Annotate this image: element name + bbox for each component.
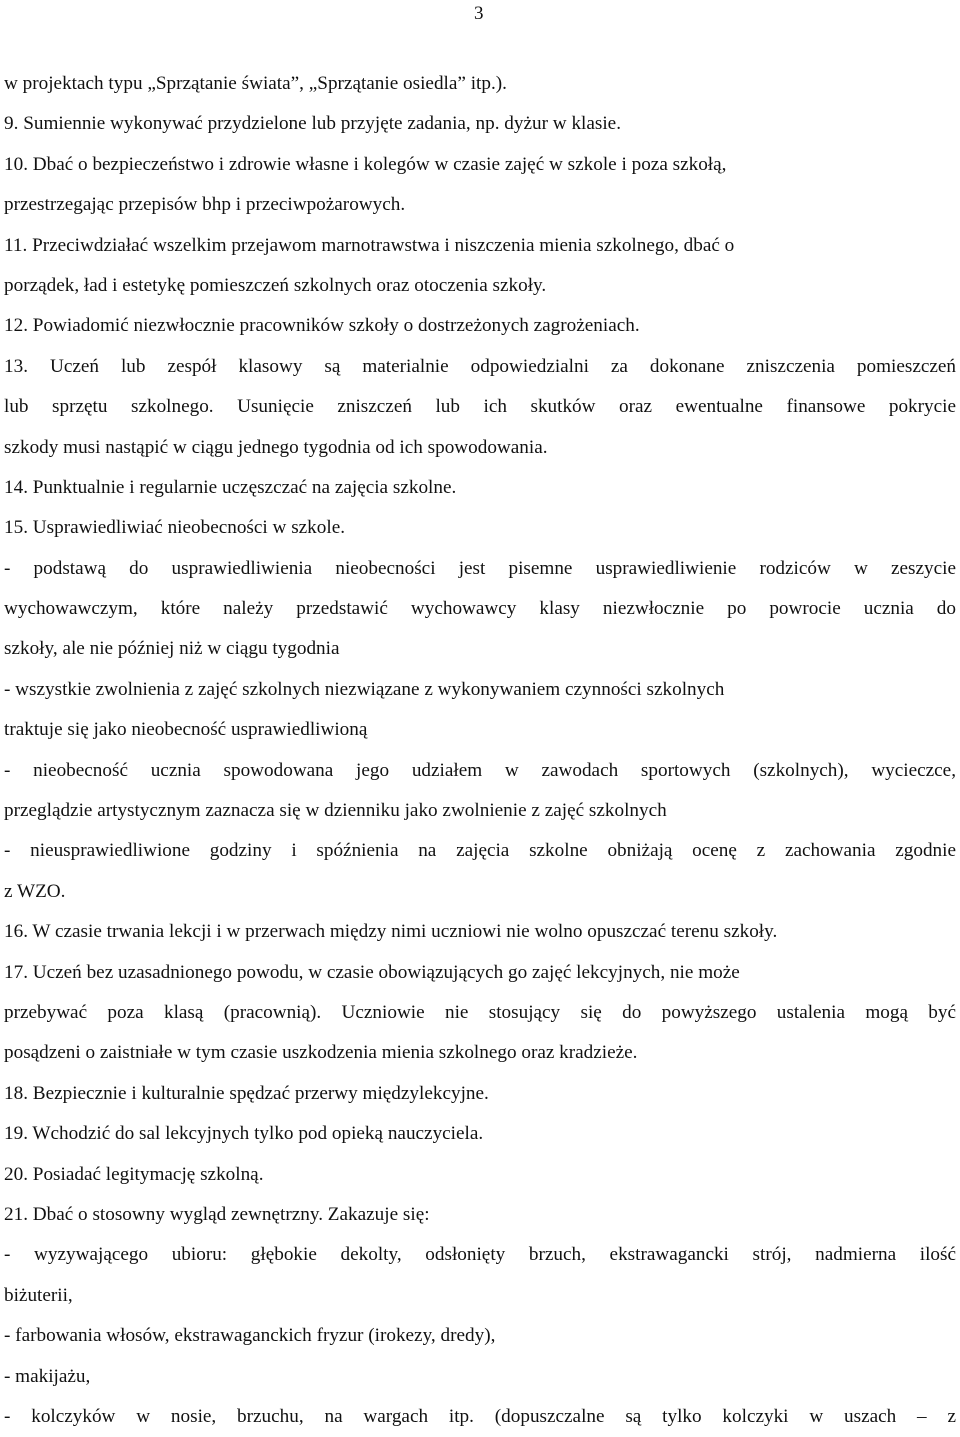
text-line: traktuje się jako nieobecność usprawiedliwioną (4, 719, 368, 741)
text-line: z WZO. (4, 880, 66, 902)
text-line: 12. Powiadomić niezwłocznie pracowników szkoły o dostrzeżonych zagrożeniach. (4, 315, 640, 337)
text-line: - kolczyków w nosie, brzuchu, na wargach itp. (dopuszczalne są tylko kolczyki w uszach – z (4, 1405, 956, 1427)
text-line: 21. Dbać o stosowny wygląd zewnętrzny. Zakazuje się: (4, 1203, 430, 1225)
text-line: wychowawczym, które należy przedstawić wychowawcy klasy niezwłocznie po powrocie ucznia do (4, 598, 956, 620)
text-line: przebywać poza klasą (pracownią). Uczniowie nie stosujący się do powyższego ustalenia mogą być (4, 1001, 956, 1023)
text-line: 10. Dbać o bezpieczeństwo i zdrowie własne i kolegów w czasie zajęć w szkole i poza szkołą, (4, 153, 727, 175)
text-line: 17. Uczeń bez uzasadnionego powodu, w czasie obowiązujących go zajęć lekcyjnych, nie może (4, 961, 740, 983)
text-line: posądzeni o zaistniałe w tym czasie uszkodzenia mienia szkolnego oraz kradzieże. (4, 1042, 638, 1064)
text-line: - nieusprawiedliwione godziny i spóźnienia na zajęcia szkolne obniżają ocenę z zachowania zgodnie (4, 840, 956, 862)
text-line: - wszystkie zwolnienia z zajęć szkolnych niezwiązane z wykonywaniem czynności szkolnych (4, 678, 725, 700)
text-line: 15. Usprawiedliwiać nieobecności w szkole. (4, 517, 346, 539)
text-line: 19. Wchodzić do sal lekcyjnych tylko pod opieką nauczyciela. (4, 1123, 484, 1145)
text-line: - podstawą do usprawiedliwienia nieobecności jest pisemne usprawiedliwienie rodziców w zeszycie (4, 557, 956, 579)
page-number: 3 (474, 3, 484, 24)
document-body (4, 64, 956, 1437)
text-line: 14. Punktualnie i regularnie uczęszczać na zajęcia szkolne. (4, 476, 457, 498)
text-line: lub sprzętu szkolnego. Usunięcie zniszczeń lub ich skutków oraz ewentualne finansowe pokrycie (4, 396, 956, 418)
text-line: przestrzegając przepisów bhp i przeciwpożarowych. (4, 194, 406, 216)
text-line: 11. Przeciwdziałać wszelkim przejawom marnotrawstwa i niszczenia mienia szkolnego, dbać o (4, 234, 735, 256)
text-line: porządek, ład i estetykę pomieszczeń szkolnych oraz otoczenia szkoły. (4, 274, 547, 296)
text-line: przeglądzie artystycznym zaznacza się w dzienniku jako zwolnienie z zajęć szkolnych (4, 800, 667, 822)
text-line: 20. Posiadać legitymację szkolną. (4, 1163, 264, 1185)
text-line: 9. Sumiennie wykonywać przydzielone lub przyjęte zadania, np. dyżur w klasie. (4, 113, 621, 135)
text-line: 16. W czasie trwania lekcji i w przerwach między nimi uczniowi nie wolno opuszczać terenu szkoły. (4, 921, 778, 943)
text-line: - farbowania włosów, ekstrawaganckich fryzur (irokezy, dredy), (4, 1325, 496, 1347)
text-line: - nieobecność ucznia spowodowana jego udziałem w zawodach sportowych (szkolnych), wycieczce, (4, 759, 956, 781)
text-line: - wyzywającego ubioru: głębokie dekolty, odsłonięty brzuch, ekstrawagancki strój, nadmierna ilość (4, 1244, 956, 1266)
text-line: 18. Bezpiecznie i kulturalnie spędzać przerwy międzylekcyjne. (4, 1082, 489, 1104)
text-line: biżuterii, (4, 1284, 73, 1306)
text-line: 13. Uczeń lub zespół klasowy są materialnie odpowiedzialni za dokonane zniszczenia pomieszczeń (4, 355, 956, 377)
text-line: - makijażu, (4, 1365, 91, 1387)
text-line: szkoły, ale nie później niż w ciągu tygodnia (4, 638, 340, 660)
text-line: szkody musi nastąpić w ciągu jednego tygodnia od ich spowodowania. (4, 436, 548, 458)
text-line: w projektach typu „Sprzątanie świata”, „Sprzątanie osiedla” itp.). (4, 73, 507, 94)
